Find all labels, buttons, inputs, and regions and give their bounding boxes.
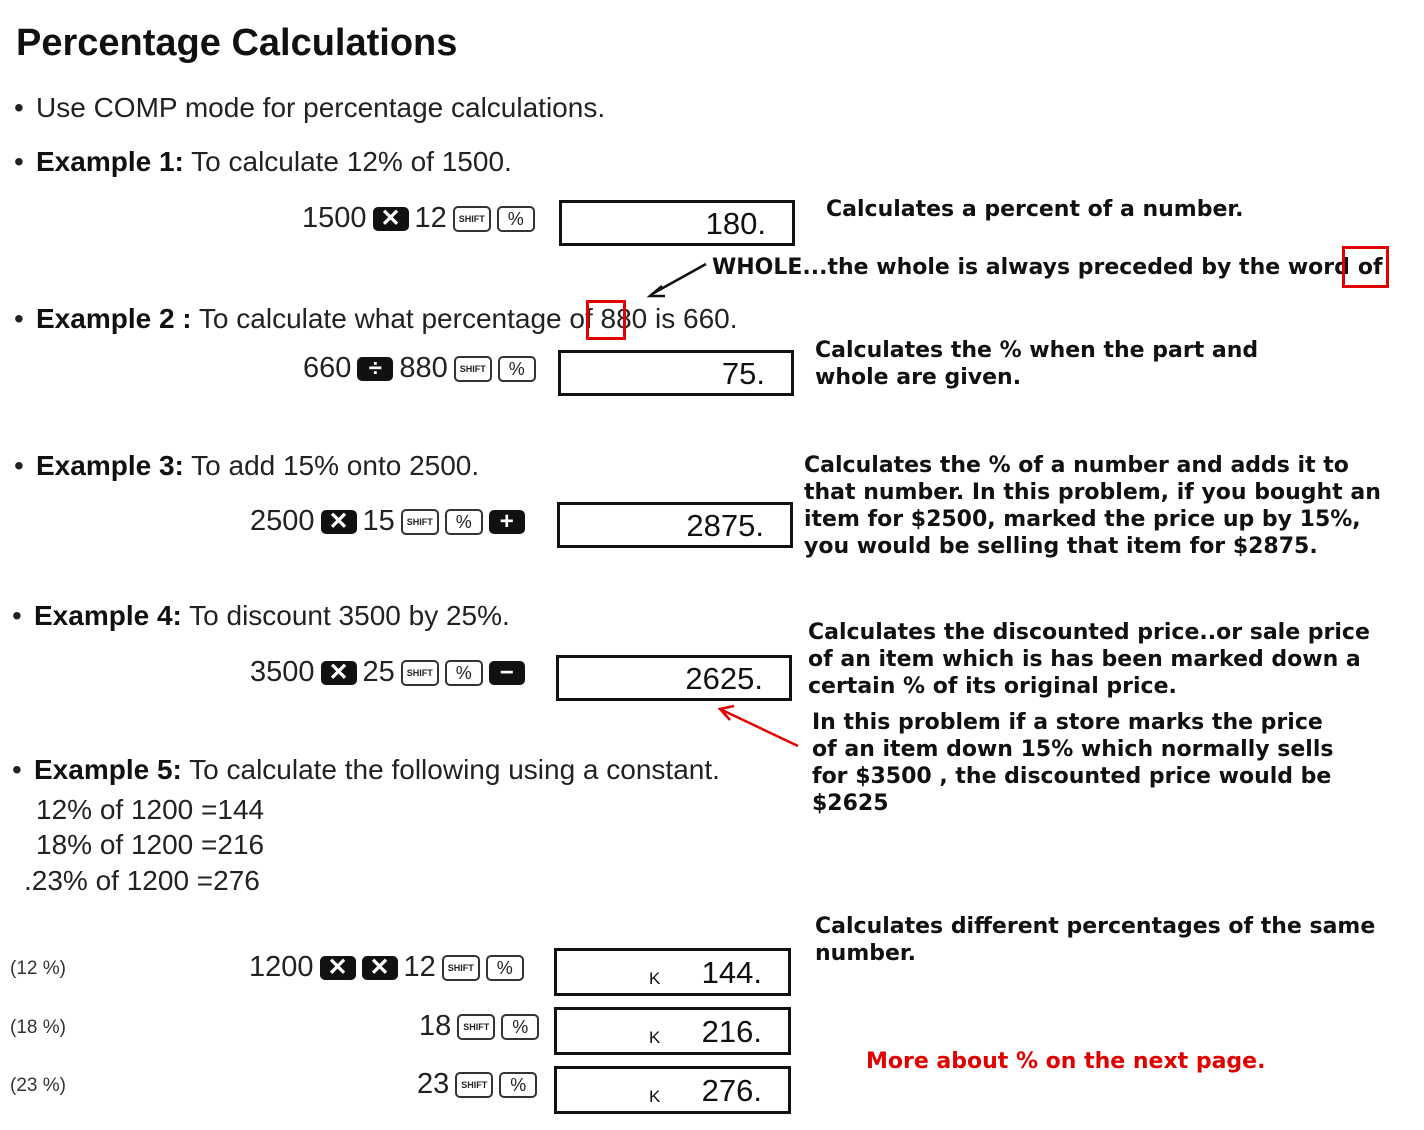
percent-key-icon: % <box>497 206 535 232</box>
example-3-note: Calculates the % of a number and adds it to that number. In this problem, if you bought an item for $2500, marked the price up by 15%, you would be selling that item for $2875. <box>804 453 1381 559</box>
percent-key-icon: % <box>445 509 483 535</box>
plus-key-icon: + <box>489 510 525 534</box>
shift-key-icon: SHIFT <box>457 1014 495 1040</box>
example-5-row-2-display: K 216. <box>554 1007 791 1055</box>
percent-key-icon: % <box>499 1072 537 1098</box>
percent-key-icon: % <box>445 660 483 686</box>
example-5-note: Calculates different percentages of the same number. <box>815 914 1376 966</box>
shift-key-icon: SHIFT <box>454 356 492 382</box>
example-2-note: Calculates the % when the part and whole are given. <box>815 338 1259 390</box>
example-3-keys: 2500 ✕ 15 SHIFT % + <box>250 505 525 538</box>
arrow-icon <box>630 250 720 310</box>
example-5-row-1-display: K 144. <box>554 948 791 996</box>
example-5-line-2: 18% of 1200 =216 <box>36 829 265 860</box>
constant-flag: K <box>649 1028 661 1047</box>
page-title: Percentage Calculations <box>16 22 458 64</box>
example-2-heading: • Example 2 : To calculate what percentage of 880 is 660. <box>14 303 738 334</box>
constant-flag: K <box>649 1087 661 1106</box>
intro-bullet: • Use COMP mode for percentage calculations. <box>14 92 606 123</box>
row-label-12: (12 %) <box>10 958 66 979</box>
next-page-note: More about % on the next page. <box>866 1049 1266 1074</box>
row-label-18: (18 %) <box>10 1017 66 1038</box>
of-inline-highlight-box <box>586 300 626 340</box>
of-word: of <box>1357 255 1383 280</box>
times-key-icon: ✕ <box>321 661 357 685</box>
minus-key-icon: − <box>489 661 525 685</box>
whole-annotation: WHOLE...the whole is always preceded by the word of <box>712 255 1383 280</box>
percent-key-icon: % <box>498 356 536 382</box>
row-label-23: (23 %) <box>10 1075 66 1096</box>
example-4-note: Calculates the discounted price..or sale price of an item which is has been marked down a certain % of its original price. <box>808 620 1370 699</box>
example-5-heading: • Example 5: To calculate the following using a constant. <box>12 754 720 785</box>
example-5-row-3-display: K 276. <box>554 1066 791 1114</box>
percent-key-icon: % <box>486 955 524 981</box>
divide-key-icon: ÷ <box>357 357 393 381</box>
shift-key-icon: SHIFT <box>442 955 480 981</box>
example-3-heading: • Example 3: To add 15% onto 2500. <box>14 450 480 481</box>
example-4-display: 2625. <box>556 655 792 701</box>
example-2-keys: 660 ÷ 880 SHIFT % <box>303 352 536 385</box>
example-4-note-2: In this problem if a store marks the price of an item down 15% which normally sells for $3500 , the discounted price would be $2625 <box>812 710 1334 816</box>
example-5-line-1: 12% of 1200 =144 <box>36 794 265 825</box>
example-1-note: Calculates a percent of a number. <box>826 197 1244 222</box>
times-key-icon: ✕ <box>320 956 356 980</box>
times-key-icon: ✕ <box>373 207 409 231</box>
shift-key-icon: SHIFT <box>401 509 439 535</box>
of-highlight-box <box>1342 246 1389 288</box>
intro-text: Use COMP mode for percentage calculations. <box>36 92 606 123</box>
times-key-icon: ✕ <box>321 510 357 534</box>
example-1-heading: • Example 1: To calculate 12% of 1500. <box>14 146 512 177</box>
shift-key-icon: SHIFT <box>455 1072 493 1098</box>
example-1-display: 180. <box>559 200 795 246</box>
percent-key-icon: % <box>501 1014 539 1040</box>
example-1-keys: 1500 ✕ 12 SHIFT % <box>302 202 535 235</box>
red-arrow-icon <box>708 700 808 752</box>
shift-key-icon: SHIFT <box>453 206 491 232</box>
example-2-display: 75. <box>558 350 794 396</box>
example-5-line-3: .23% of 1200 =276 <box>24 865 260 896</box>
shift-key-icon: SHIFT <box>401 660 439 686</box>
constant-flag: K <box>649 969 661 988</box>
of-highlight-word: of <box>569 303 593 334</box>
example-4-heading: • Example 4: To discount 3500 by 25%. <box>12 600 510 631</box>
example-5-row-1-keys: 1200 ✕ ✕ 12 SHIFT % <box>249 951 524 984</box>
example-5-row-2-keys: 18 SHIFT % <box>419 1010 539 1043</box>
example-5-row-3-keys: 23 SHIFT % <box>417 1068 537 1101</box>
example-4-keys: 3500 ✕ 25 SHIFT % − <box>250 656 525 689</box>
times-key-icon: ✕ <box>362 956 398 980</box>
example-3-display: 2875. <box>557 502 793 548</box>
